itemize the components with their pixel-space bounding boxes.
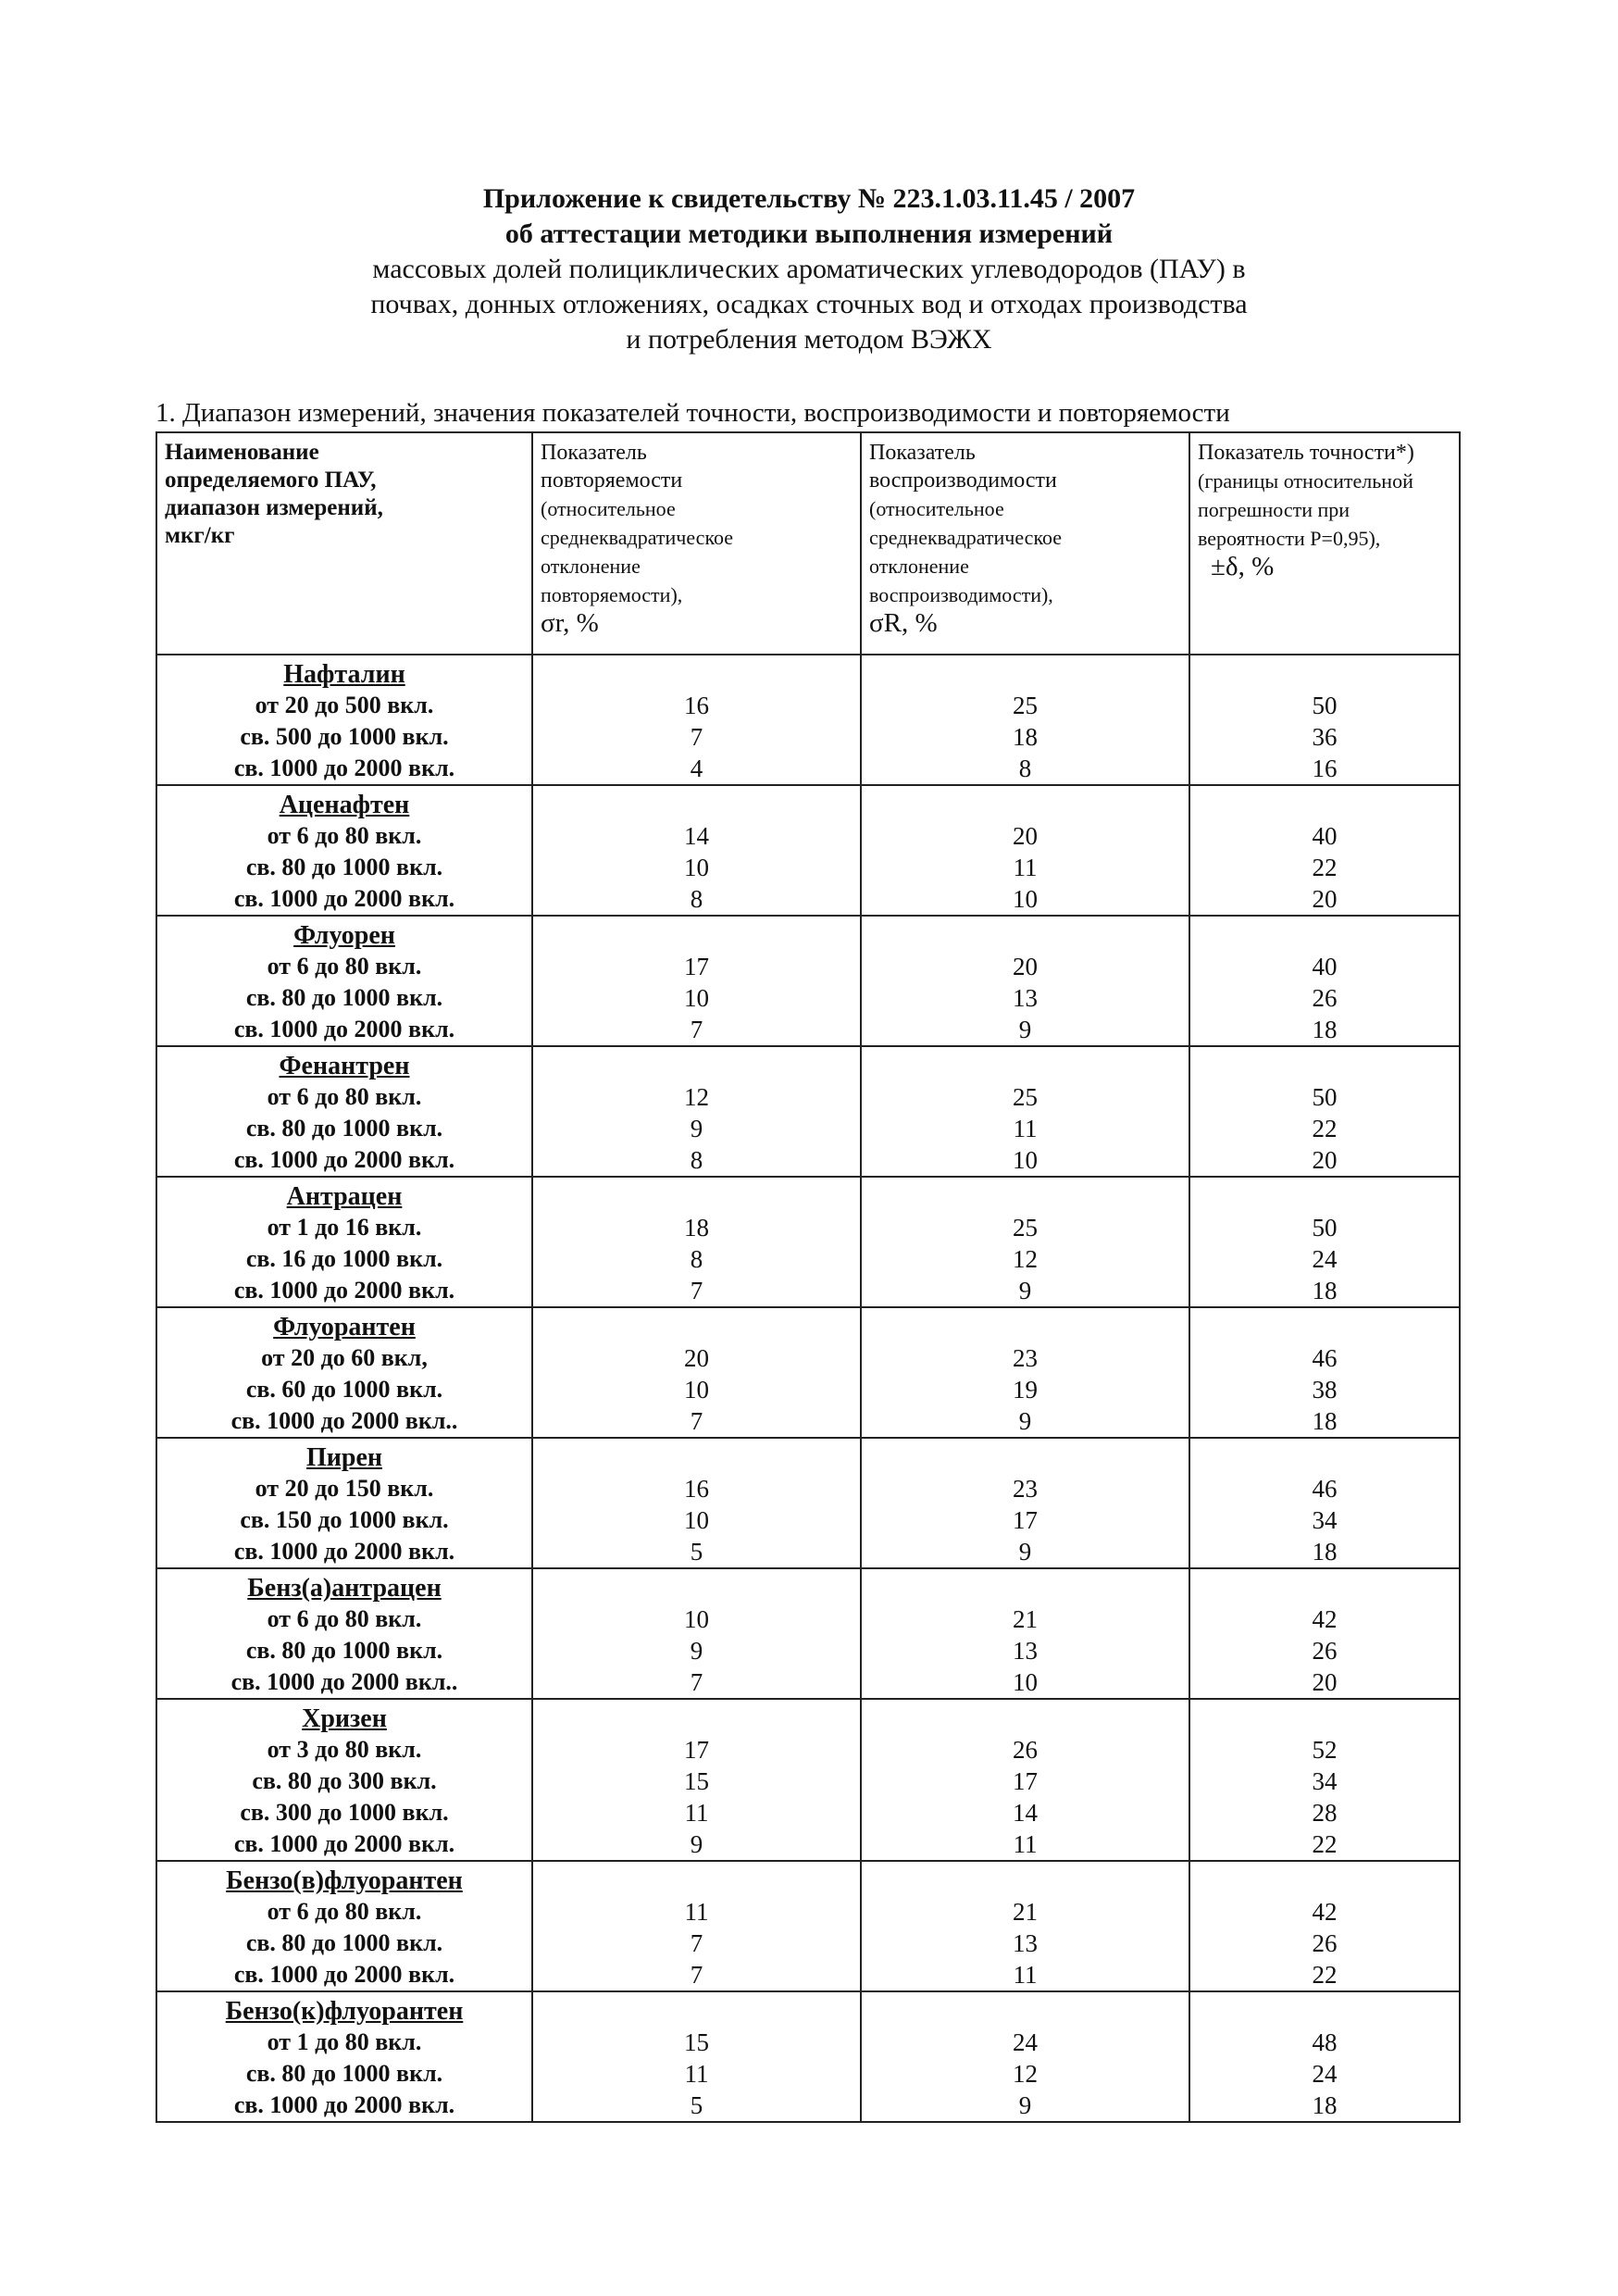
accuracy-value: 52 [1312,1736,1338,1764]
accuracy-value: 22 [1312,1961,1338,1989]
repeatability-value: 10 [684,1605,709,1633]
accuracy-value: 38 [1312,1376,1338,1404]
header-line: определяемого ПАУ, [165,468,377,493]
repeatability-value: 4 [690,755,703,782]
repeatability-value: 8 [690,885,703,913]
section-heading: 1. Диапазон измерений, значения показателей точности, воспроизводимости и повторяемости [156,398,1230,428]
table-row [156,1307,1460,1438]
compound-name: Флуорен [293,921,395,950]
repeatability-value: 7 [690,1407,703,1435]
accuracy-value: 40 [1312,822,1338,850]
repeatability-value: 7 [690,1277,703,1304]
accuracy-value: 18 [1312,1407,1338,1435]
compound-name: Бенз(а)антрацен [247,1574,442,1603]
table-row [156,1568,1460,1699]
header-symbol: σr, % [541,608,599,638]
range-label: от 6 до 80 вкл. [267,953,422,980]
accuracy-cell [1189,1046,1460,1177]
header-line: мкг/кг [165,523,235,548]
title-line-3: массовых долей полициклических ароматических углеводородов (ПАУ) в [372,254,1246,284]
repeatability-value: 16 [684,1475,709,1503]
title-line-4: почвах, донных отложениях, осадках сточных вод и отходах производства [370,289,1248,319]
reproducibility-value: 25 [1013,1083,1038,1111]
header-symbol: ±δ, % [1211,552,1275,581]
repeatability-value: 9 [690,1115,703,1142]
title-line-2: об аттестации методики выполнения измерений [504,218,1114,249]
accuracy-value: 26 [1312,984,1338,1012]
repeatability-value: 7 [690,1929,703,1957]
repeatability-value: 11 [684,2060,709,2088]
reproducibility-value: 9 [1018,1538,1032,1566]
range-label: от 3 до 80 вкл. [267,1736,422,1763]
range-label: от 20 до 500 вкл. [255,692,434,718]
reproducibility-value: 26 [1013,1736,1038,1764]
repeatability-value: 11 [684,1799,709,1827]
range-label: св. 1000 до 2000 вкл. [233,1830,455,1857]
repeatability-cell [532,1046,861,1177]
header-line: вероятности Р=0,95), [1198,527,1381,550]
reproducibility-value: 9 [1018,1277,1032,1304]
header-line: отклонение [869,555,969,578]
accuracy-value: 42 [1312,1898,1338,1926]
range-label: св. 1000 до 2000 вкл. [233,1146,455,1173]
accuracy-value: 24 [1312,2060,1338,2088]
repeatability-cell [532,1568,861,1699]
range-label: св. 1000 до 2000 вкл. [233,1538,455,1565]
header-line: отклонение [541,555,641,578]
range-label: св. 500 до 1000 вкл. [240,723,449,750]
accuracy-cell [1189,1861,1460,1991]
header-line: среднеквадратическое [541,526,734,549]
accuracy-value: 46 [1312,1344,1338,1372]
table-row [156,655,1460,785]
header-line: среднеквадратическое [869,526,1063,549]
accuracy-value: 18 [1312,1538,1338,1566]
repeatability-value: 16 [684,692,709,719]
repeatability-cell [532,1861,861,1991]
repeatability-value: 20 [684,1344,709,1372]
accuracy-value: 48 [1312,2028,1338,2056]
table-row [156,785,1460,916]
range-label: от 1 до 16 вкл. [267,1214,422,1241]
header-reproducibility [861,432,1189,655]
header-line: Показатель точности*) [1198,441,1414,465]
accuracy-value: 18 [1312,2091,1338,2119]
reproducibility-value: 23 [1013,1475,1038,1503]
repeatability-cell [532,916,861,1046]
repeatability-value: 9 [690,1637,703,1665]
accuracy-cell [1189,1307,1460,1438]
repeatability-value: 15 [684,2028,709,2056]
range-label: от 6 до 80 вкл. [267,1605,422,1632]
reproducibility-value: 20 [1013,953,1038,980]
range-label: св. 80 до 1000 вкл. [245,1929,443,1956]
header-line: повторяемости [541,468,683,493]
compound-name: Антрацен [286,1182,403,1211]
range-label: св. 1000 до 2000 вкл. [233,755,455,781]
table-row [156,1046,1460,1177]
repeatability-value: 10 [684,1376,709,1404]
accuracy-value: 20 [1312,1146,1338,1174]
table-row [156,1699,1460,1861]
header-accuracy [1189,432,1460,655]
repeatability-value: 10 [684,984,709,1012]
compound-name: Аценафтен [279,791,410,819]
range-label: св. 1000 до 2000 вкл.. [230,1668,458,1695]
reproducibility-value: 11 [1013,854,1038,881]
reproducibility-cell [861,1046,1189,1177]
repeatability-value: 17 [684,1736,709,1764]
range-label: от 1 до 80 вкл. [267,2028,422,2055]
compound-name: Хризен [302,1704,387,1733]
reproducibility-cell [861,1861,1189,1991]
accuracy-value: 16 [1312,755,1338,782]
repeatability-value: 5 [690,2091,703,2119]
range-label: от 6 до 80 вкл. [267,1083,422,1110]
reproducibility-value: 9 [1018,2091,1032,2119]
table-header-row [156,432,1460,655]
reproducibility-value: 10 [1013,1146,1038,1174]
reproducibility-cell [861,1438,1189,1568]
range-label: св. 150 до 1000 вкл. [240,1506,449,1533]
accuracy-cell [1189,785,1460,916]
accuracy-value: 20 [1312,885,1338,913]
accuracy-value: 34 [1312,1506,1338,1534]
header-line: Наименование [165,440,319,465]
compound-name: Бензо(к)флуорантен [225,1997,464,2026]
reproducibility-cell [861,1991,1189,2122]
compound-cell [156,1046,532,1177]
accuracy-value: 26 [1312,1637,1338,1665]
reproducibility-value: 21 [1013,1605,1038,1633]
table-row [156,1438,1460,1568]
header-line: воспроизводимости), [869,583,1053,606]
range-label: св. 80 до 1000 вкл. [245,1637,443,1664]
range-label: от 6 до 80 вкл. [267,822,422,849]
reproducibility-cell [861,916,1189,1046]
reproducibility-value: 17 [1013,1506,1038,1534]
accuracy-cell [1189,655,1460,785]
repeatability-cell [532,1991,861,2122]
repeatability-value: 8 [690,1146,703,1174]
repeatability-value: 7 [690,723,703,751]
accuracy-cell [1189,1568,1460,1699]
reproducibility-value: 17 [1013,1767,1038,1795]
table-body [156,655,1460,2122]
compound-name: Бензо(в)флуорантен [226,1866,463,1895]
header-line: повторяемости), [541,583,683,606]
reproducibility-value: 19 [1013,1376,1038,1404]
repeatability-value: 9 [690,1830,703,1858]
range-label: св. 80 до 300 вкл. [252,1767,437,1794]
range-label: св. 80 до 1000 вкл. [245,984,443,1011]
range-label: св. 80 до 1000 вкл. [245,1115,443,1142]
range-label: от 20 до 60 вкл, [261,1344,428,1371]
reproducibility-value: 10 [1013,1668,1038,1696]
repeatability-cell [532,785,861,916]
repeatability-value: 12 [684,1083,709,1111]
reproducibility-value: 10 [1013,885,1038,913]
reproducibility-cell [861,1699,1189,1861]
reproducibility-value: 21 [1013,1898,1038,1926]
range-label: св. 300 до 1000 вкл. [240,1799,449,1826]
table-row [156,1861,1460,1991]
repeatability-value: 17 [684,953,709,980]
accuracy-value: 50 [1312,1214,1338,1242]
reproducibility-cell [861,785,1189,916]
compound-cell [156,1177,532,1307]
compound-cell [156,1991,532,2122]
repeatability-value: 15 [684,1767,709,1795]
reproducibility-value: 11 [1013,1830,1038,1858]
reproducibility-value: 12 [1013,2060,1038,2088]
accuracy-value: 22 [1312,1830,1338,1858]
header-line: (границы относительной [1198,469,1413,493]
repeatability-value: 18 [684,1214,709,1242]
header-repeatability [532,432,861,655]
accuracy-value: 50 [1312,692,1338,719]
accuracy-value: 34 [1312,1767,1338,1795]
header-line: Показатель [869,441,976,465]
range-label: св. 60 до 1000 вкл. [245,1376,443,1403]
accuracy-value: 46 [1312,1475,1338,1503]
range-label: св. 1000 до 2000 вкл.. [230,1407,458,1434]
compound-cell [156,1861,532,1991]
header-line: воспроизводимости [869,468,1057,493]
accuracy-value: 50 [1312,1083,1338,1111]
reproducibility-value: 9 [1018,1016,1032,1043]
repeatability-cell [532,1307,861,1438]
accuracy-value: 18 [1312,1016,1338,1043]
accuracy-value: 40 [1312,953,1338,980]
range-label: от 6 до 80 вкл. [267,1898,422,1925]
reproducibility-cell [861,1307,1189,1438]
document-title [0,181,1618,357]
accuracy-value: 22 [1312,854,1338,881]
header-symbol: σR, % [869,608,938,638]
range-label: от 20 до 150 вкл. [255,1475,434,1502]
accuracy-value: 22 [1312,1115,1338,1142]
accuracy-value: 18 [1312,1277,1338,1304]
title-line-5: и потребления методом ВЭЖХ [626,324,992,355]
header-compound-range [156,432,532,655]
repeatability-cell [532,1177,861,1307]
title-line-1: Приложение к свидетельству № 223.1.03.11.45 / 2007 [482,183,1136,214]
range-label: св. 1000 до 2000 вкл. [233,1277,455,1304]
repeatability-cell [532,655,861,785]
accuracy-value: 26 [1312,1929,1338,1957]
compound-name: Фенантрен [279,1052,410,1080]
reproducibility-value: 20 [1013,822,1038,850]
reproducibility-value: 18 [1013,723,1038,751]
repeatability-value: 10 [684,1506,709,1534]
reproducibility-value: 13 [1013,1929,1038,1957]
compound-cell [156,1699,532,1861]
compound-cell [156,1307,532,1438]
reproducibility-value: 11 [1013,1961,1038,1989]
reproducibility-value: 24 [1013,2028,1038,2056]
accuracy-value: 20 [1312,1668,1338,1696]
accuracy-value: 42 [1312,1605,1338,1633]
range-label: св. 1000 до 2000 вкл. [233,885,455,912]
reproducibility-cell [861,1177,1189,1307]
accuracy-cell [1189,1438,1460,1568]
reproducibility-cell [861,1568,1189,1699]
range-label: св. 1000 до 2000 вкл. [233,2091,455,2118]
accuracy-value: 28 [1312,1799,1338,1827]
reproducibility-value: 11 [1013,1115,1038,1142]
accuracy-value: 36 [1312,723,1338,751]
accuracy-cell [1189,1699,1460,1861]
table [156,431,1461,2123]
table-row [156,916,1460,1046]
compound-cell [156,655,532,785]
reproducibility-value: 12 [1013,1245,1038,1273]
repeatability-cell [532,1438,861,1568]
compound-cell [156,1568,532,1699]
header-line: Показатель [541,441,647,465]
accuracy-cell [1189,916,1460,1046]
compound-cell [156,785,532,916]
header-line: (относительное [541,497,676,520]
header-line: (относительное [869,497,1004,520]
repeatability-cell [532,1699,861,1861]
reproducibility-value: 23 [1013,1344,1038,1372]
reproducibility-value: 14 [1013,1799,1038,1827]
repeatability-value: 7 [690,1961,703,1989]
range-label: св. 80 до 1000 вкл. [245,2060,443,2087]
reproducibility-value: 25 [1013,1214,1038,1242]
compound-cell [156,1438,532,1568]
measurement-table [156,431,1459,2119]
range-label: св. 1000 до 2000 вкл. [233,1961,455,1988]
accuracy-value: 24 [1312,1245,1338,1273]
range-label: св. 80 до 1000 вкл. [245,854,443,880]
reproducibility-cell [861,655,1189,785]
repeatability-value: 14 [684,822,709,850]
reproducibility-value: 8 [1018,755,1032,782]
reproducibility-value: 25 [1013,692,1038,719]
reproducibility-value: 13 [1013,1637,1038,1665]
repeatability-value: 7 [690,1668,703,1696]
repeatability-value: 10 [684,854,709,881]
table-row [156,1177,1460,1307]
accuracy-cell [1189,1177,1460,1307]
compound-name: Пирен [305,1443,383,1472]
repeatability-value: 11 [684,1898,709,1926]
reproducibility-value: 9 [1018,1407,1032,1435]
compound-name: Нафталин [283,660,405,689]
reproducibility-value: 13 [1013,984,1038,1012]
range-label: св. 1000 до 2000 вкл. [233,1016,455,1042]
repeatability-value: 8 [690,1245,703,1273]
range-label: св. 16 до 1000 вкл. [245,1245,443,1272]
compound-cell [156,916,532,1046]
compound-name: Флуорантен [273,1313,416,1341]
header-line: диапазон измерений, [165,495,383,520]
table-row [156,1991,1460,2122]
accuracy-cell [1189,1991,1460,2122]
header-line: погрешности при [1198,498,1350,521]
repeatability-value: 5 [690,1538,703,1566]
repeatability-value: 7 [690,1016,703,1043]
